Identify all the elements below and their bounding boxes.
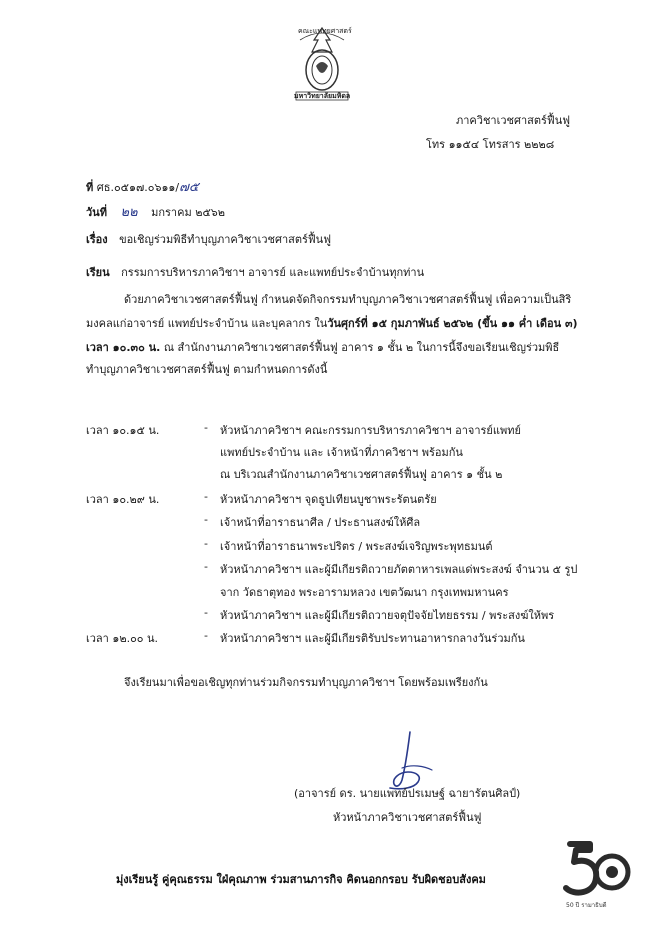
signer-position: หัวหน้าภาควิชาเวชศาสตร์ฟื้นฟู	[333, 811, 482, 824]
schedule-item: เจ้าหน้าที่อาราธนาพระปริตร / พระสงฆ์เจริญพระพุทธมนต์	[220, 540, 493, 553]
ref-label: ที่	[86, 181, 94, 194]
date-label: วันที่	[86, 206, 107, 219]
schedule-dash: -	[204, 606, 208, 619]
subject-label: เรื่อง	[86, 233, 108, 246]
recipient-text: กรรมการบริหารภาควิชาฯ อาจารย์ และแพทย์ประจำบ้านทุกท่าน	[121, 266, 425, 279]
date-month-year: มกราคม ๒๕๖๒	[151, 206, 226, 219]
body-line-2-plain: มงคลแก่อาจารย์ แพทย์ประจำบ้าน และบุคลากร ใน	[86, 317, 328, 330]
schedule-item: หัวหน้าภาควิชาฯ และผู้มีเกียรติถวายจตุปัจจัยไทยธรรม / พระสงฆ์ให้พร	[220, 609, 555, 622]
schedule-dash: -	[204, 560, 208, 573]
schedule-item: ณ บริเวณสำนักงานภาควิชาเวชศาสตร์ฟื้นฟู อาคาร ๑ ชั้น ๒	[220, 468, 503, 481]
body-line-3-plain: ณ สำนักงานภาควิชาเวชศาสตร์ฟื้นฟู อาคาร ๑ ชั้น ๒ ในการนี้จึงขอเรียนเชิญร่วมพิธี	[160, 341, 560, 354]
sender-department: ภาควิชาเวชศาสตร์ฟื้นฟู	[456, 114, 571, 127]
schedule-dash: -	[204, 513, 208, 526]
body-line-2	[86, 317, 578, 331]
signer-name: (อาจารย์ ดร. นายแพทย์ปรเมษฐ์ ฉายารัตนศิลป์)	[294, 787, 521, 800]
ref-number: ศธ.๐๕๑๗.๐๖๑๑/	[96, 181, 180, 194]
recipient-label: เรียน	[86, 266, 110, 279]
schedule-dash: -	[204, 490, 208, 503]
closing-text: จึงเรียนมาเพื่อขอเชิญทุกท่านร่วมกิจกรรมทำบุญภาควิชาฯ โดยพร้อมเพรียงกัน	[124, 676, 488, 689]
seal-bottom-text: มหาวิทยาลัยมหิดล	[294, 92, 351, 100]
schedule-dash: -	[204, 629, 208, 642]
body-line-1: ด้วยภาควิชาเวชศาสตร์ฟื้นฟู กำหนดจัดกิจกรรมทำบุญภาควิชาเวชศาสตร์ฟื้นฟู เพื่อความเป็นสิริ	[124, 293, 572, 306]
ref-number-handwritten: ๗๕	[179, 180, 199, 195]
schedule-item: จาก วัดธาตุทอง พระอารามหลวง เขตวัฒนา กรุงเทพมหานคร	[220, 586, 509, 599]
body-line-4: ทำบุญภาควิชาเวชศาสตร์ฟื้นฟู ตามกำหนดการดังนี้	[86, 363, 328, 376]
schedule-time-1: เวลา ๑๐.๑๕ น.	[86, 424, 160, 437]
seal-top-text: คณะแพทยศาสตร์	[298, 27, 352, 35]
schedule-item: หัวหน้าภาควิชาฯ จุดธูปเทียนบูชาพระรัตนตรัย	[220, 493, 437, 506]
schedule-item: หัวหน้าภาควิชาฯ และผู้มีเกียรติถวายภัตตาหารเพลแด่พระสงฆ์ จำนวน ๕ รูป	[220, 563, 578, 576]
schedule-time-3: เวลา ๑๒.๐๐ น.	[86, 632, 159, 645]
schedule-dash: -	[204, 421, 208, 434]
schedule-item: หัวหน้าภาควิชาฯ คณะกรรมการบริหารภาควิชาฯ อาจารย์แพทย์	[220, 424, 521, 437]
schedule-time-2: เวลา ๑๐.๒๙ น.	[86, 493, 160, 506]
sender-phone: โทร ๑๑๕๔ โทรสาร ๒๒๒๘	[426, 138, 555, 151]
schedule-item: แพทย์ประจำบ้าน และ เจ้าหน้าที่ภาควิชาฯ พร้อมกัน	[220, 446, 463, 459]
event-date-bold: วันศุกร์ที่ ๑๕ กุมภาพันธ์ ๒๕๖๒ (ขึ้น ๑๑ ค่ำ เดือน ๓)	[327, 317, 578, 330]
date-line	[86, 206, 225, 220]
slogan: มุ่งเรียนรู้ คู่คุณธรรม ใฝ่คุณภาพ ร่วมสานภารกิจ คิดนอกกรอบ รับผิดชอบสังคม	[116, 873, 486, 886]
anniversary-logo	[556, 838, 636, 918]
schedule-item: หัวหน้าภาควิชาฯ และผู้มีเกียรติรับประทานอาหารกลางวันร่วมกัน	[220, 632, 525, 645]
date-day-handwritten: ๒๒	[120, 205, 138, 220]
recipient-line	[86, 266, 424, 280]
event-time-bold: เวลา ๑๐.๓๐ น.	[86, 341, 161, 354]
anniversary-caption: 50 ปี รามาธิบดี	[566, 902, 607, 909]
subject-line	[86, 233, 331, 247]
schedule-item: เจ้าหน้าที่อาราธนาศีล / ประธานสงฆ์ให้ศีล	[220, 516, 421, 529]
subject-text: ขอเชิญร่วมพิธีทำบุญภาควิชาเวชศาสตร์ฟื้นฟู	[119, 233, 331, 246]
schedule-dash: -	[204, 537, 208, 550]
faculty-seal-logo	[286, 22, 358, 102]
body-line-3	[86, 341, 559, 355]
ref-line	[86, 181, 199, 195]
